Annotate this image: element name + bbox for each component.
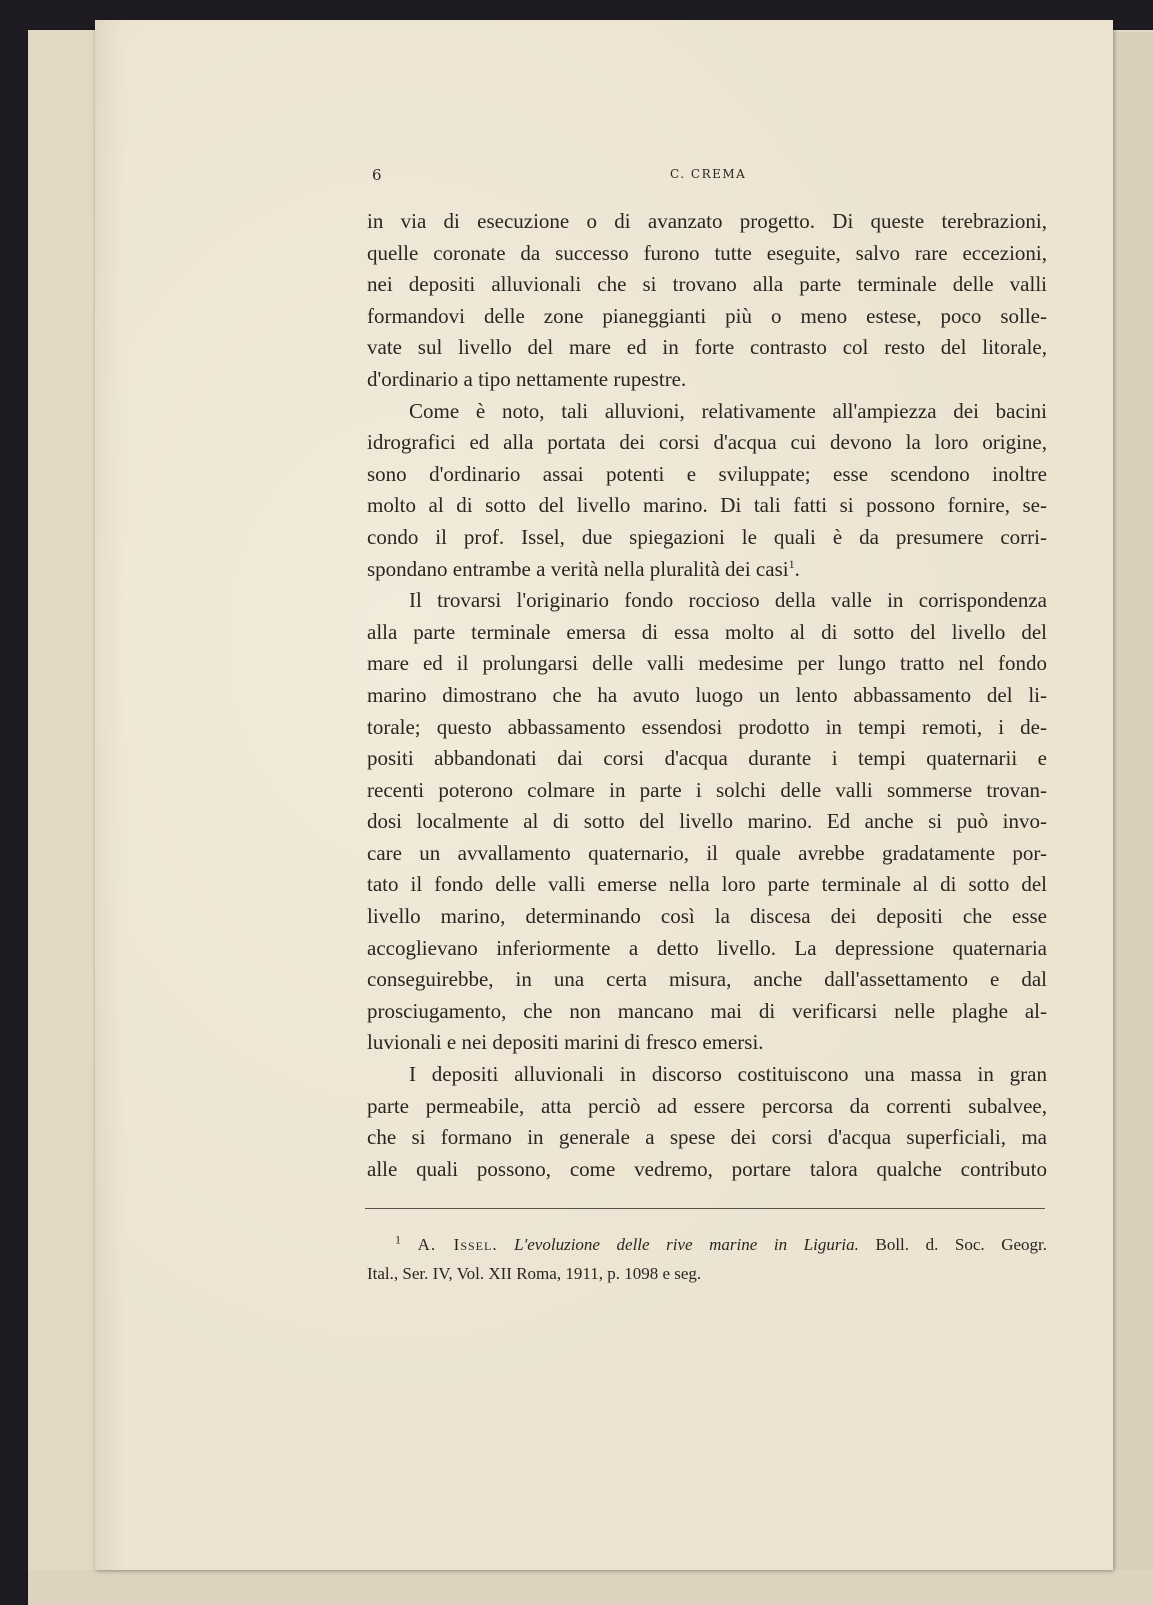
text-line: molto al di sotto del livello marino. Di tali fatti si possono fornire, se-: [367, 493, 1047, 518]
text-line: quelle coronate da successo furono tutte eseguite, salvo rare eccezioni,: [367, 240, 1047, 265]
text-line: vate sul livello del mare ed in forte contrasto col resto del litorale,: [367, 335, 1047, 360]
text-line: mare ed il prolungarsi delle valli medesime per lungo tratto nel fondo: [367, 651, 1047, 676]
text-fragment: spondano entrambe a verità nella pluralità dei casi: [367, 556, 789, 581]
paragraph-3: [367, 585, 1047, 1059]
text-line: I depositi alluvionali in discorso costituiscono una massa in gran: [409, 1062, 1047, 1087]
footnote-line: [367, 1230, 1047, 1259]
text-line: parte permeabile, atta perciò ad essere percorsa da correnti subalvee,: [367, 1093, 1047, 1118]
text-line: livello marino, determinando così la discesa dei depositi che esse: [367, 904, 1047, 929]
text-line: recenti poterono colmare in parte i solchi delle valli sommerse trovan-: [367, 777, 1047, 802]
text-line: condo il prof. Issel, due spiegazioni le quali è da presumere corri-: [367, 524, 1047, 549]
text-line: Il trovarsi l'originario fondo roccioso della valle in corrispondenza: [409, 588, 1047, 613]
text-line: prosciugamento, che non mancano mai di verificarsi nelle plaghe al-: [367, 998, 1047, 1023]
text-line: dosi localmente al di sotto del livello marino. Ed anche si può invo-: [367, 809, 1047, 834]
text-line: nei depositi alluvionali che si trovano alla parte terminale delle valli: [367, 272, 1047, 297]
footnote-line: Ital., Ser. IV, Vol. XII Roma, 1911, p. 1098 e seg.: [367, 1264, 702, 1283]
footnote: [367, 1230, 1047, 1288]
text-line-with-footnote: [367, 554, 1047, 586]
page-edge-bottom: [28, 1570, 1153, 1605]
text-line: conseguirebbe, in una certa misura, anche dall'assettamento e dal: [367, 967, 1047, 992]
text-line: accoglievano inferiormente a detto livello. La depressione quaternaria: [367, 935, 1047, 960]
footnote-rule: [365, 1208, 1045, 1209]
page-number: 6: [372, 166, 382, 184]
text-line: alle quali possono, come vedremo, portare talora qualche contributo: [367, 1156, 1047, 1181]
text-line: care un avvallamento quaternario, il quale avrebbe gradatamente por-: [367, 840, 1047, 865]
paragraph-2: [367, 396, 1047, 586]
text-line: idrografici ed alla portata dei corsi d'acqua cui devono la loro origine,: [367, 430, 1047, 455]
text-line: luvionali e nei depositi marini di fresco emersi.: [367, 1030, 764, 1055]
text-line: alla parte terminale emersa di essa molto al di sotto del livello del: [367, 619, 1047, 644]
footnote-mark: 1: [395, 1232, 401, 1247]
running-head-author: C. CREMA: [670, 167, 747, 181]
text-line: tato il fondo delle valli emerse nella loro parte terminale al di sotto del: [367, 872, 1047, 897]
footnote-reference[interactable]: 1: [788, 556, 795, 571]
text-line: in via di esecuzione o di avanzato progetto. Di queste terebrazioni,: [367, 209, 1047, 233]
footnote-source: Boll. d. Soc. Geogr.: [875, 1235, 1048, 1254]
text-line: marino dimostrano che ha avuto luogo un lento abbassamento del li-: [367, 682, 1047, 707]
text-line: d'ordinario a tipo nettamente rupestre.: [367, 366, 687, 391]
paragraph-1: [367, 206, 1047, 396]
running-head: [372, 166, 1047, 186]
paragraph-4: [367, 1059, 1047, 1185]
body-text: [367, 206, 1047, 1185]
footnote-title: L'evoluzione delle rive marine in Liguria.: [514, 1235, 859, 1254]
footnote-author: A. Issel.: [417, 1235, 498, 1254]
text-line: positi abbandonati dai corsi d'acqua durante i tempi quaternarii e: [367, 746, 1047, 771]
text-fragment: .: [794, 556, 800, 581]
text-line: formandovi delle zone pianeggianti più o meno estese, poco solle-: [367, 303, 1047, 328]
text-line: torale; questo abbassamento essendosi prodotto in tempi remoti, i de-: [367, 714, 1047, 739]
text-line: sono d'ordinario assai potenti e sviluppate; esse scendono inoltre: [367, 461, 1047, 486]
text-line: Come è noto, tali alluvioni, relativamente all'ampiezza dei bacini: [409, 398, 1047, 423]
page-edge-right: [1113, 32, 1153, 1605]
text-line: che si formano in generale a spese dei corsi d'acqua superficiali, ma: [367, 1125, 1047, 1150]
